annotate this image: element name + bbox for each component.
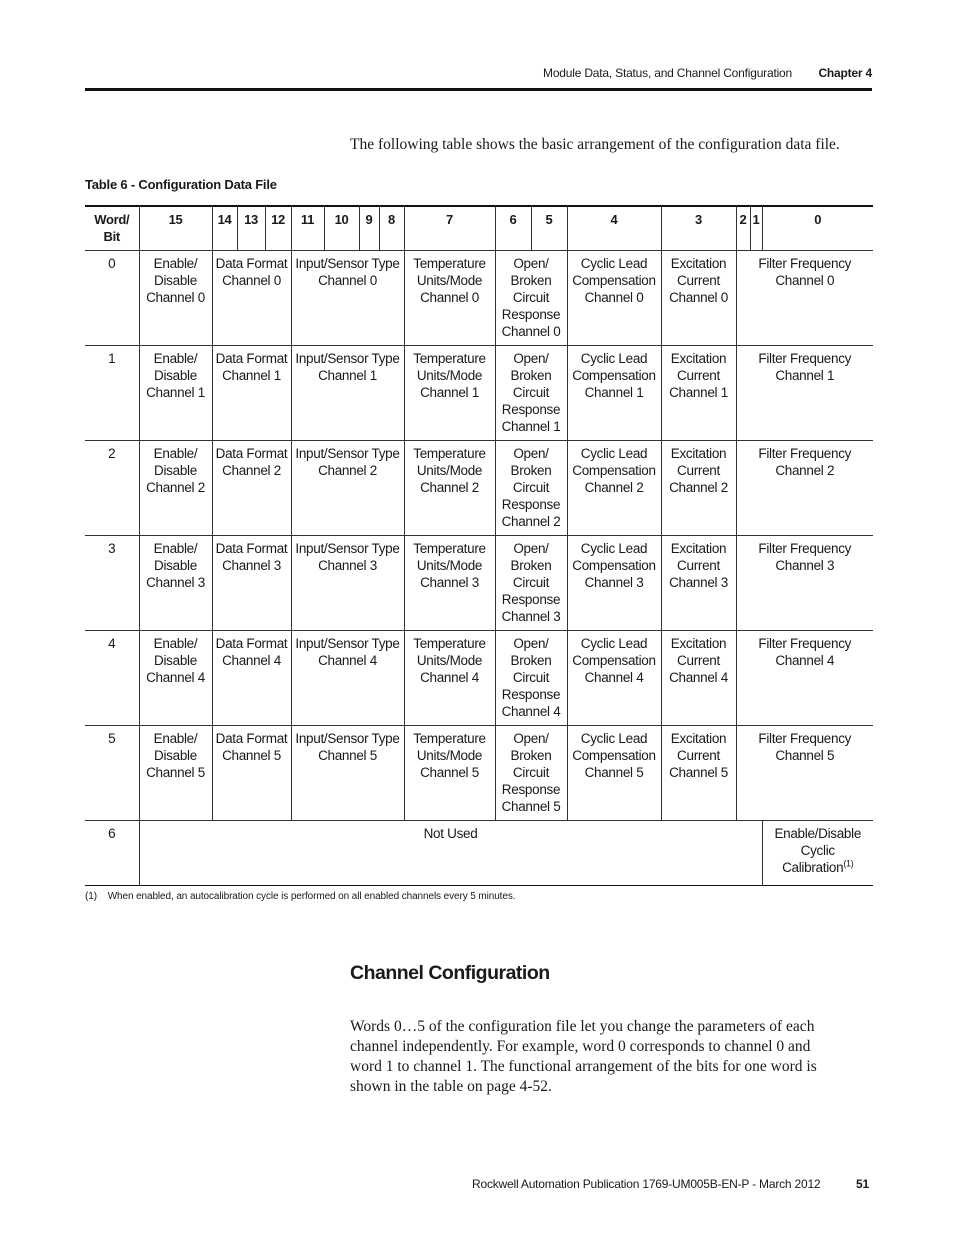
- cell-input-sensor-type: Input/Sensor Type Channel 0: [291, 250, 404, 345]
- cell-excitation-current: Excitation Current Channel 1: [661, 345, 736, 440]
- intro-paragraph: The following table shows the basic arrangement of the configuration data file.: [350, 136, 840, 153]
- table-header-row: [85, 206, 873, 250]
- cell-word: 2: [85, 440, 139, 535]
- cell-open-circuit: Open/ Broken Circuit Response Channel 5: [495, 725, 567, 820]
- cell-enable-disable: Enable/ Disable Channel 2: [139, 440, 212, 535]
- cell-open-circuit: Open/ Broken Circuit Response Channel 1: [495, 345, 567, 440]
- cell-open-circuit: Open/ Broken Circuit Response Channel 0: [495, 250, 567, 345]
- cell-cyclic-lead: Cyclic Lead Compensation Channel 0: [567, 250, 661, 345]
- col-header-bit-13: 13: [237, 206, 265, 250]
- header-chapter: Chapter 4: [818, 66, 872, 80]
- cell-input-sensor-type: Input/Sensor Type Channel 2: [291, 440, 404, 535]
- cell-data-format: Data Format Channel 2: [212, 440, 291, 535]
- cell-temperature-units: Temperature Units/Mode Channel 1: [404, 345, 495, 440]
- cell-filter-frequency: Filter Frequency Channel 0: [736, 250, 873, 345]
- table-row: [85, 630, 873, 725]
- cell-excitation-current: Excitation Current Channel 4: [661, 630, 736, 725]
- cell-cyclic-lead: Cyclic Lead Compensation Channel 2: [567, 440, 661, 535]
- table-row: [85, 725, 873, 820]
- cell-input-sensor-type: Input/Sensor Type Channel 4: [291, 630, 404, 725]
- footnote-mark: (1): [85, 891, 97, 902]
- col-header-bit-11: 11: [291, 206, 324, 250]
- cell-enable-disable: Enable/ Disable Channel 5: [139, 725, 212, 820]
- cell-filter-frequency: Filter Frequency Channel 1: [736, 345, 873, 440]
- cell-word: 4: [85, 630, 139, 725]
- cell-data-format: Data Format Channel 0: [212, 250, 291, 345]
- cell-temperature-units: Temperature Units/Mode Channel 5: [404, 725, 495, 820]
- cell-word: 1: [85, 345, 139, 440]
- col-header-word-bit: Word/ Bit: [85, 206, 139, 250]
- body-line: word 1 to channel 1. The functional arrangement of the bits for one word is: [350, 1058, 817, 1075]
- cell-filter-frequency: Filter Frequency Channel 4: [736, 630, 873, 725]
- cell-excitation-current: Excitation Current Channel 0: [661, 250, 736, 345]
- cell-open-circuit: Open/ Broken Circuit Response Channel 3: [495, 535, 567, 630]
- cell-word: 5: [85, 725, 139, 820]
- page-header: [85, 66, 872, 82]
- cell-excitation-current: Excitation Current Channel 5: [661, 725, 736, 820]
- table-row: [85, 535, 873, 630]
- header-section-title: Module Data, Status, and Channel Configuration: [543, 66, 792, 80]
- cell-cyclic-lead: Cyclic Lead Compensation Channel 5: [567, 725, 661, 820]
- col-header-bit-6: 6: [495, 206, 531, 250]
- cell-enable-disable: Enable/ Disable Channel 1: [139, 345, 212, 440]
- body-line: Words 0…5 of the configuration file let you change the parameters of each: [350, 1018, 815, 1035]
- cell-open-circuit: Open/ Broken Circuit Response Channel 2: [495, 440, 567, 535]
- cell-cyclic-lead: Cyclic Lead Compensation Channel 1: [567, 345, 661, 440]
- col-header-bit-14: 14: [212, 206, 237, 250]
- cell-input-sensor-type: Input/Sensor Type Channel 1: [291, 345, 404, 440]
- col-header-bit-12: 12: [265, 206, 291, 250]
- cell-filter-frequency: Filter Frequency Channel 3: [736, 535, 873, 630]
- cell-word: 0: [85, 250, 139, 345]
- body-line: shown in the table on page 4-52.: [350, 1078, 552, 1095]
- cell-cyclic-lead: Cyclic Lead Compensation Channel 3: [567, 535, 661, 630]
- body-line: channel independently. For example, word 0 corresponds to channel 0 and: [350, 1038, 811, 1055]
- cell-excitation-current: Excitation Current Channel 2: [661, 440, 736, 535]
- table-row: [85, 820, 873, 885]
- col-header-bit-3: 3: [661, 206, 736, 250]
- page-number: 51: [856, 1177, 869, 1191]
- cell-temperature-units: Temperature Units/Mode Channel 0: [404, 250, 495, 345]
- table-row: [85, 440, 873, 535]
- col-header-bit-5: 5: [531, 206, 567, 250]
- footnote-ref: (1): [843, 858, 854, 868]
- cell-word: 3: [85, 535, 139, 630]
- table-row: [85, 345, 873, 440]
- cell-filter-frequency: Filter Frequency Channel 2: [736, 440, 873, 535]
- cell-temperature-units: Temperature Units/Mode Channel 4: [404, 630, 495, 725]
- table-row: [85, 250, 873, 345]
- body-paragraph: [350, 1017, 875, 1097]
- footnote-text: When enabled, an autocalibration cycle is performed on all enabled channels every 5 minutes.: [107, 891, 516, 902]
- cell-input-sensor-type: Input/Sensor Type Channel 5: [291, 725, 404, 820]
- col-header-bit-7: 7: [404, 206, 495, 250]
- cell-temperature-units: Temperature Units/Mode Channel 3: [404, 535, 495, 630]
- col-header-bit-2: 2: [736, 206, 750, 250]
- col-header-bit-8: 8: [379, 206, 404, 250]
- cell-data-format: Data Format Channel 1: [212, 345, 291, 440]
- col-header-bit-0: 0: [762, 206, 873, 250]
- cell-enable-disable: Enable/ Disable Channel 4: [139, 630, 212, 725]
- cell-data-format: Data Format Channel 4: [212, 630, 291, 725]
- cell-temperature-units: Temperature Units/Mode Channel 2: [404, 440, 495, 535]
- col-header-bit-10: 10: [324, 206, 359, 250]
- col-header-bit-4: 4: [567, 206, 661, 250]
- section-heading: Channel Configuration: [350, 962, 550, 984]
- header-rule: [85, 88, 872, 91]
- col-header-bit-1: 1: [750, 206, 762, 250]
- col-header-bit-9: 9: [359, 206, 379, 250]
- col-header-bit-15: 15: [139, 206, 212, 250]
- cell-excitation-current: Excitation Current Channel 3: [661, 535, 736, 630]
- publication-info: Rockwell Automation Publication 1769-UM005B-EN-P - March 2012: [472, 1177, 821, 1191]
- cell-filter-frequency: Filter Frequency Channel 5: [736, 725, 873, 820]
- cell-cyclic-lead: Cyclic Lead Compensation Channel 4: [567, 630, 661, 725]
- cell-data-format: Data Format Channel 5: [212, 725, 291, 820]
- cell-open-circuit: Open/ Broken Circuit Response Channel 4: [495, 630, 567, 725]
- table-caption: Table 6 - Configuration Data File: [85, 177, 277, 192]
- calibration-label: Enable/Disable Cyclic Calibration: [774, 825, 862, 875]
- configuration-data-table: [85, 205, 873, 886]
- cell-input-sensor-type: Input/Sensor Type Channel 3: [291, 535, 404, 630]
- cell-data-format: Data Format Channel 3: [212, 535, 291, 630]
- table-footnote: [85, 891, 515, 902]
- cell-enable-disable: Enable/ Disable Channel 3: [139, 535, 212, 630]
- cell-not-used: Not Used: [139, 820, 762, 885]
- cell-cyclic-calibration: [762, 820, 873, 885]
- cell-word: 6: [85, 820, 139, 885]
- cell-enable-disable: Enable/ Disable Channel 0: [139, 250, 212, 345]
